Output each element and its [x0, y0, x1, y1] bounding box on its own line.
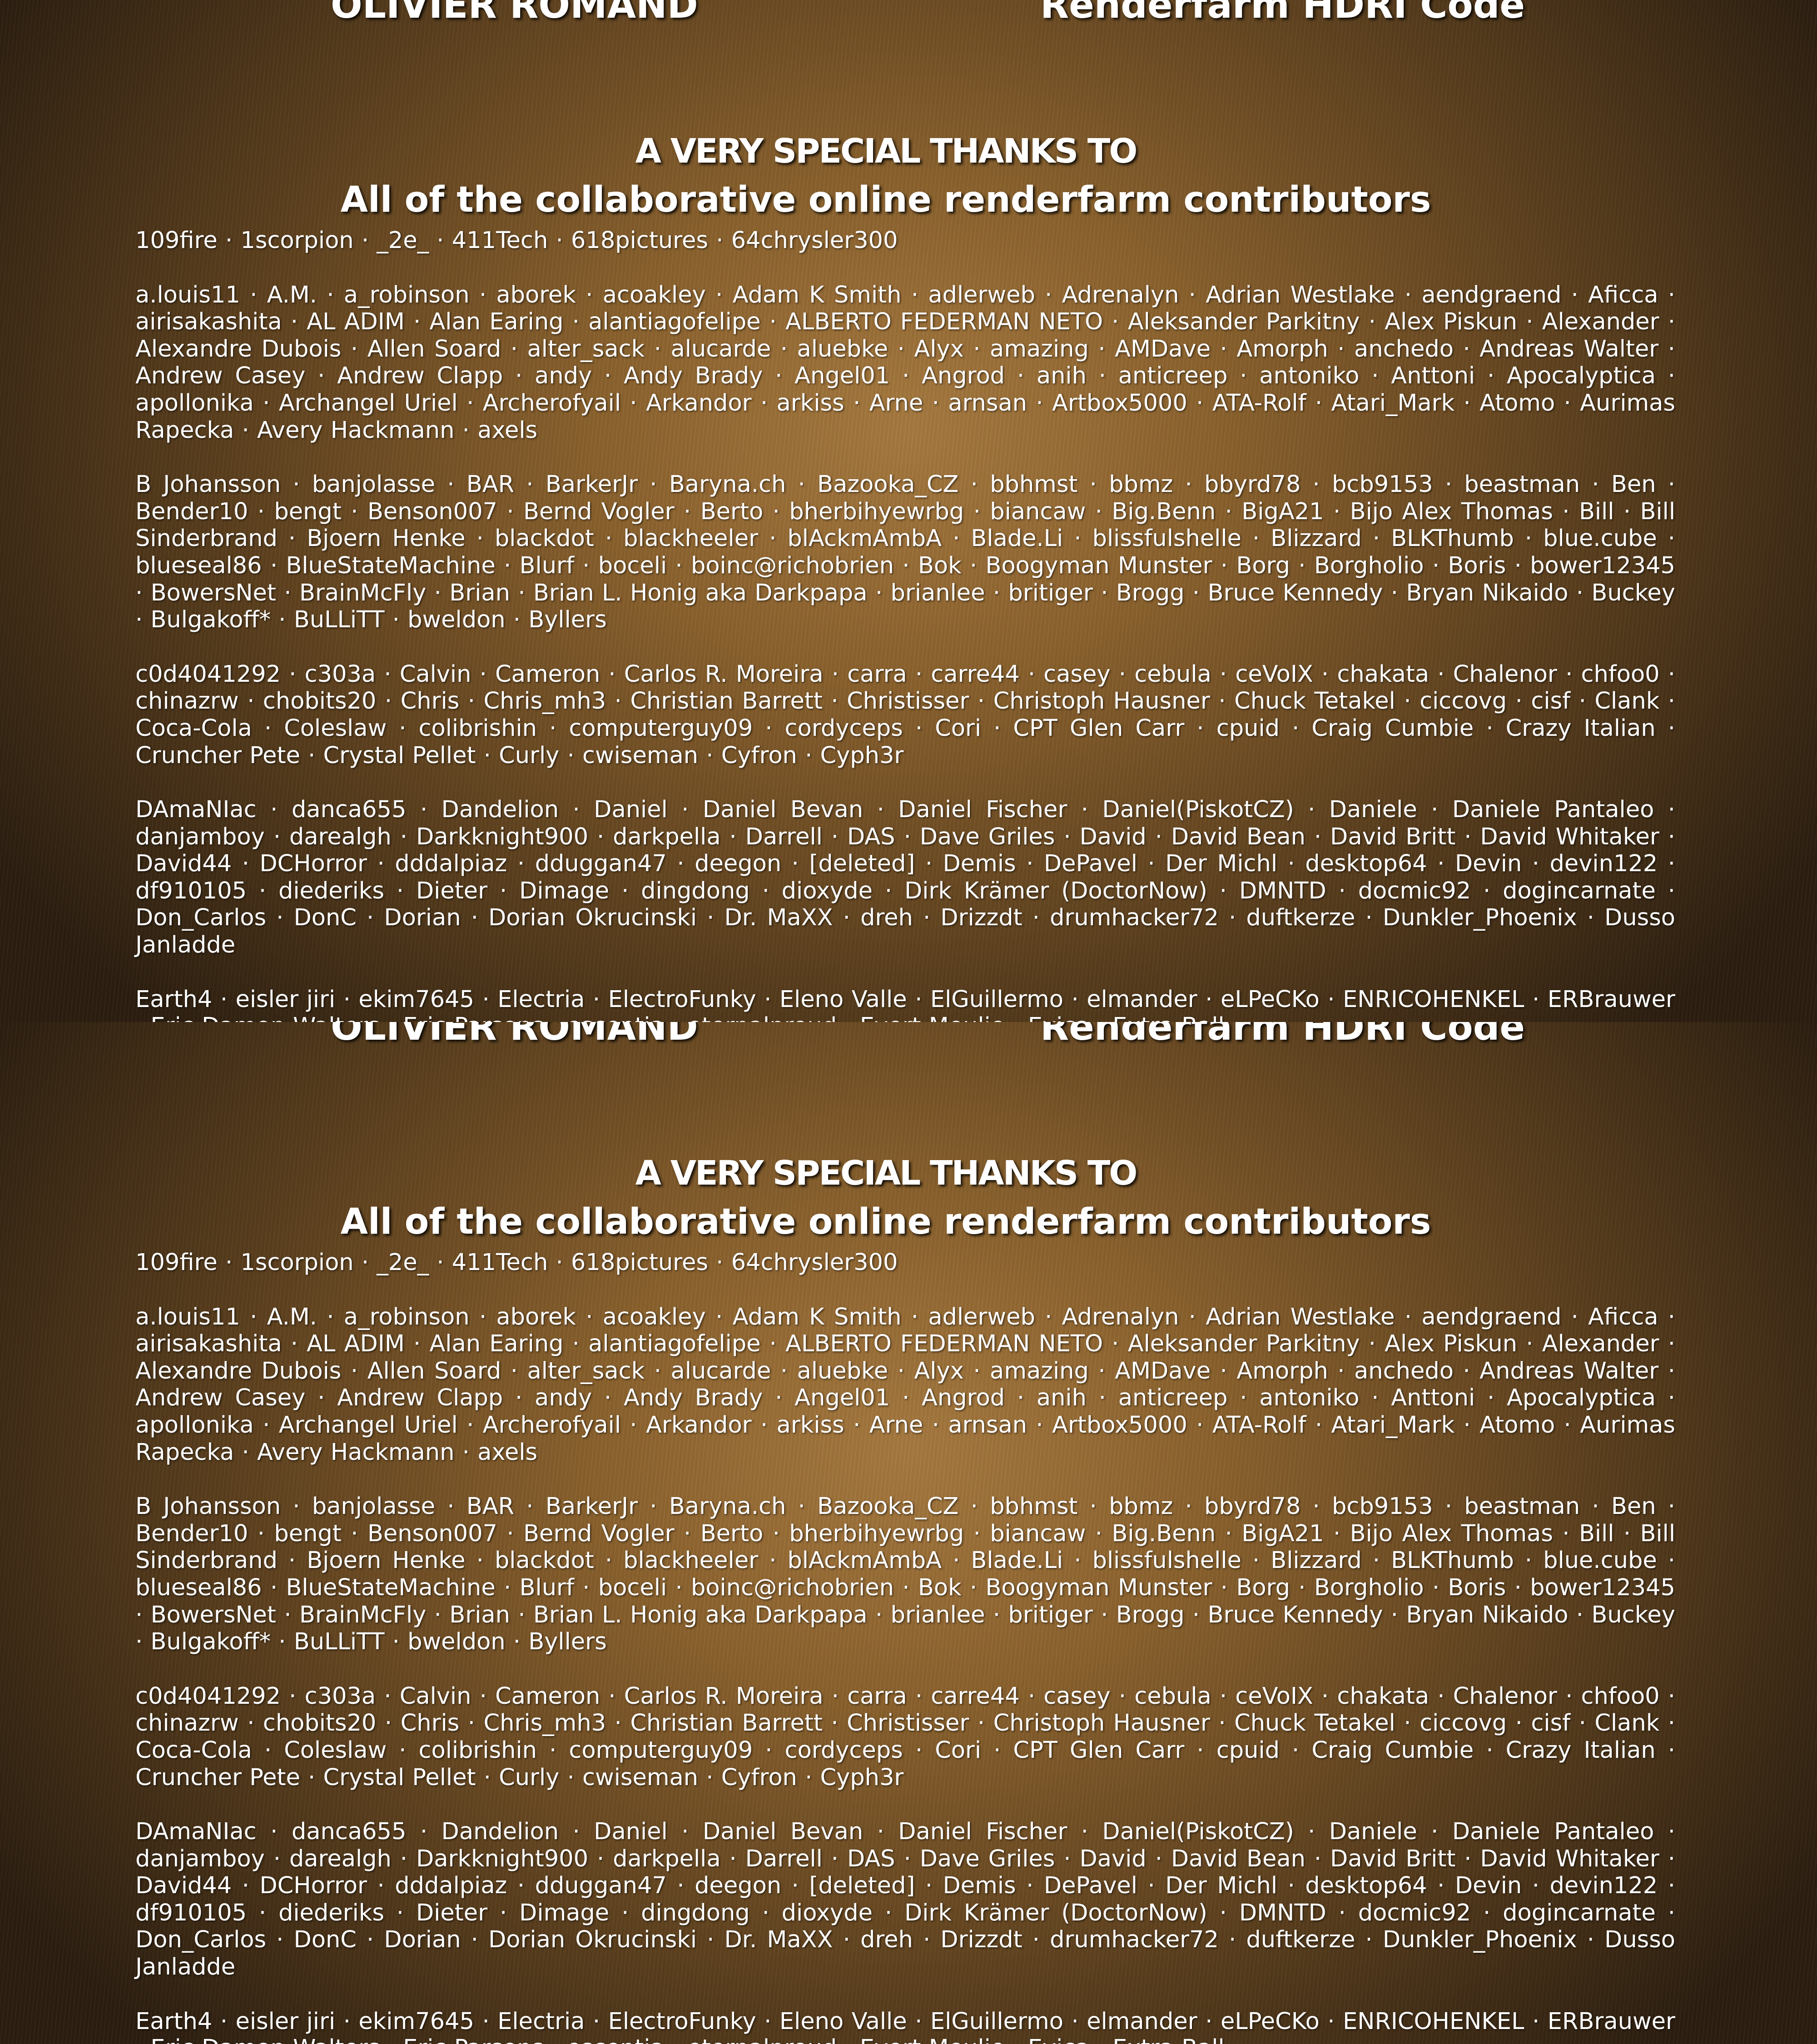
contributor-group-numeric: 109fire · 1scorpion · _2e_ · 411Tech · 618pictures · 64chrysler300	[135, 227, 1675, 254]
contributor-group-d: DAmaNIac · danca655 · Dandelion · Daniel · Daniel Bevan · Daniel Fischer · Daniel(PiskotCZ) · Daniele · Daniele Pantaleo · danjamboy · darealgh · Darkknight900 · darkpella · Darrell · DAS · Dave Griles · David · David Bean · David Britt · David Whitaker · David44 · DCHorror · dddalpiaz · dduggan47 · deegon · [deleted] · Demis · DePavel · Der Michl · desktop64 · Devin · devin122 · df910105 · diederiks · Dieter · Dimage · dingdong · dioxyde · Dirk Krämer (DoctorNow) · DMNTD · docmic92 · dogincarnate · Don_Carlos · DonC · Dorian · Dorian Okrucinski · Dr. MaXX · dreh · Drizzdt · drumhacker72 · duftkerze · Dunkler_Phoenix · Dusso Janladde	[135, 796, 1675, 959]
contributor-group-c: c0d4041292 · c303a · Calvin · Cameron · Carlos R. Moreira · carra · carre44 · casey · cebula · ceVoIX · chakata · Chalenor · chfoo0 · chinazrw · chobits20 · Chris · Chris_mh3 · Christian Barrett · Christisser · Christoph Hausner · Chuck Tetakel · ciccovg · cisf · Clank · Coca-Cola · Coleslaw · colibrishin · computerguy09 · cordyceps · Cori · CPT Glen Carr · cpuid · Craig Cumbie · Crazy Italian · Cruncher Pete · Crystal Pellet · Curly · cwiseman · Cyfron · Cyph3r	[135, 661, 1675, 769]
contributor-group-d: DAmaNIac · danca655 · Dandelion · Daniel · Daniel Bevan · Daniel Fischer · Daniel(PiskotCZ) · Daniele · Daniele Pantaleo · danjamboy · darealgh · Darkknight900 · darkpella · Darrell · DAS · Dave Griles · David · David Bean · David Britt · David Whitaker · David44 · DCHorror · dddalpiaz · dduggan47 · deegon · [deleted] · Demis · DePavel · Der Michl · desktop64 · Devin · devin122 · df910105 · diederiks · Dieter · Dimage · dingdong · dioxyde · Dirk Krämer (DoctorNow) · DMNTD · docmic92 · dogincarnate · Don_Carlos · DonC · Dorian · Dorian Okrucinski · Dr. MaXX · dreh · Drizzdt · drumhacker72 · duftkerze · Dunkler_Phoenix · Dusso Janladde	[135, 1818, 1675, 1981]
contributor-group-a: a.louis11 · A.M. · a_robinson · aborek · acoakley · Adam K Smith · adlerweb · Adrenalyn · Adrian Westlake · aendgraend · Aficca · airisakashita · AL ADIM · Alan Earing · alantiagofelipe · ALBERTO FEDERMAN NETO · Aleksander Parkitny · Alex Piskun · Alexander · Alexandre Dubois · Allen Soard · alter_sack · alucarde · aluebke · Alyx · amazing · AMDave · Amorph · anchedo · Andreas Walter · Andrew Casey · Andrew Clapp · andy · Andy Brady · Angel01 · Angrod · anih · anticreep · antoniko · Anttoni · Apocalyptica · apollonika · Archangel Uriel · Archerofyail · Arkandor · arkiss · Arne · arnsan · Artbox5000 · ATA-Rolf · Atari_Mark · Atomo · Aurimas Rapecka · Avery Hackmann · axels	[135, 282, 1675, 444]
credit-name-olivier-romand: OLIVIER ROMAND	[331, 0, 698, 28]
contributor-group-numeric: 109fire · 1scorpion · _2e_ · 411Tech · 618pictures · 64chrysler300	[135, 1249, 1675, 1276]
contributors-subheading: All of the collaborative online renderfarm contributors	[0, 1199, 1772, 1245]
credit-role-renderfarm-hdri-code: Renderfarm HDRI Code	[1040, 1022, 1525, 1050]
credit-role-renderfarm-hdri-code: Renderfarm HDRI Code	[1040, 0, 1525, 28]
special-thanks-heading: A VERY SPECIAL THANKS TO	[0, 131, 1772, 172]
contributor-group-a: a.louis11 · A.M. · a_robinson · aborek · acoakley · Adam K Smith · adlerweb · Adrenalyn · Adrian Westlake · aendgraend · Aficca · airisakashita · AL ADIM · Alan Earing · alantiagofelipe · ALBERTO FEDERMAN NETO · Aleksander Parkitny · Alex Piskun · Alexander · Alexandre Dubois · Allen Soard · alter_sack · alucarde · aluebke · Alyx · amazing · AMDave · Amorph · anchedo · Andreas Walter · Andrew Casey · Andrew Clapp · andy · Andy Brady · Angel01 · Angrod · anih · anticreep · antoniko · Anttoni · Apocalyptica · apollonika · Archangel Uriel · Archerofyail · Arkandor · arkiss · Arne · arnsan · Artbox5000 · ATA-Rolf · Atari_Mark · Atomo · Aurimas Rapecka · Avery Hackmann · axels	[135, 1304, 1675, 1466]
contributor-group-b: B Johansson · banjolasse · BAR · BarkerJr · Baryna.ch · Bazooka_CZ · bbhmst · bbmz · bbyrd78 · bcb9153 · beastman · Ben · Bender10 · bengt · Benson007 · Bernd Vogler · Berto · bherbihyewrbg · biancaw · Big.Benn · BigA21 · Bijo Alex Thomas · Bill · Bill Sinderbrand · Bjoern Henke · blackdot · blackheeler · blAckmAmbA · Blade.Li · blissfulshelle · Blizzard · BLKThumb · blue.cube · blueseal86 · BlueStateMachine · Blurf · boceli · boinc@richobrien · Bok · Boogyman Munster · Borg · Borgholio · Boris · bower12345 · BowersNet · BrainMcFly · Brian · Brian L. Honig aka Darkpapa · brianlee · britiger · Brogg · Bruce Kennedy · Bryan Nikaido · Buckey · Bulgakoff* · BuLLiTT · bweldon · Byllers	[135, 471, 1675, 634]
contributor-group-e: Earth4 · eisler jiri · ekim7645 · Electria · ElectroFunky · Eleno Valle · ElGuillermo · elmander · eLPeCKo · ENRICOHENKEL · ERBrauwer	[135, 986, 1675, 1022]
credit-name-olivier-romand: OLIVIER ROMAND	[331, 1022, 698, 1050]
special-thanks-heading: A VERY SPECIAL THANKS TO	[0, 1153, 1772, 1194]
contributor-group-e: Earth4 · eisler jiri · ekim7645 · Electria · ElectroFunky · Eleno Valle · ElGuillermo · elmander · eLPeCKo · ENRICOHENKEL · ERBrauwer	[135, 2008, 1675, 2044]
contributors-subheading: All of the collaborative online renderfarm contributors	[0, 177, 1772, 223]
contributor-group-b: B Johansson · banjolasse · BAR · BarkerJr · Baryna.ch · Bazooka_CZ · bbhmst · bbmz · bbyrd78 · bcb9153 · beastman · Ben · Bender10 · bengt · Benson007 · Bernd Vogler · Berto · bherbihyewrbg · biancaw · Big.Benn · BigA21 · Bijo Alex Thomas · Bill · Bill Sinderbrand · Bjoern Henke · blackdot · blackheeler · blAckmAmbA · Blade.Li · blissfulshelle · Blizzard · BLKThumb · blue.cube · blueseal86 · BlueStateMachine · Blurf · boceli · boinc@richobrien · Bok · Boogyman Munster · Borg · Borgholio · Boris · bower12345 · BowersNet · BrainMcFly · Brian · Brian L. Honig aka Darkpapa · brianlee · britiger · Brogg · Bruce Kennedy · Bryan Nikaido · Buckey · Bulgakoff* · BuLLiTT · bweldon · Byllers	[135, 1493, 1675, 1656]
contributor-group-c: c0d4041292 · c303a · Calvin · Cameron · Carlos R. Moreira · carra · carre44 · casey · cebula · ceVoIX · chakata · Chalenor · chfoo0 · chinazrw · chobits20 · Chris · Chris_mh3 · Christian Barrett · Christisser · Christoph Hausner · Chuck Tetakel · ciccovg · cisf · Clank · Coca-Cola · Coleslaw · colibrishin · computerguy09 · cordyceps · Cori · CPT Glen Carr · cpuid · Craig Cumbie · Crazy Italian · Cruncher Pete · Crystal Pellet · Curly · cwiseman · Cyfron · Cyph3r	[135, 1683, 1675, 1791]
